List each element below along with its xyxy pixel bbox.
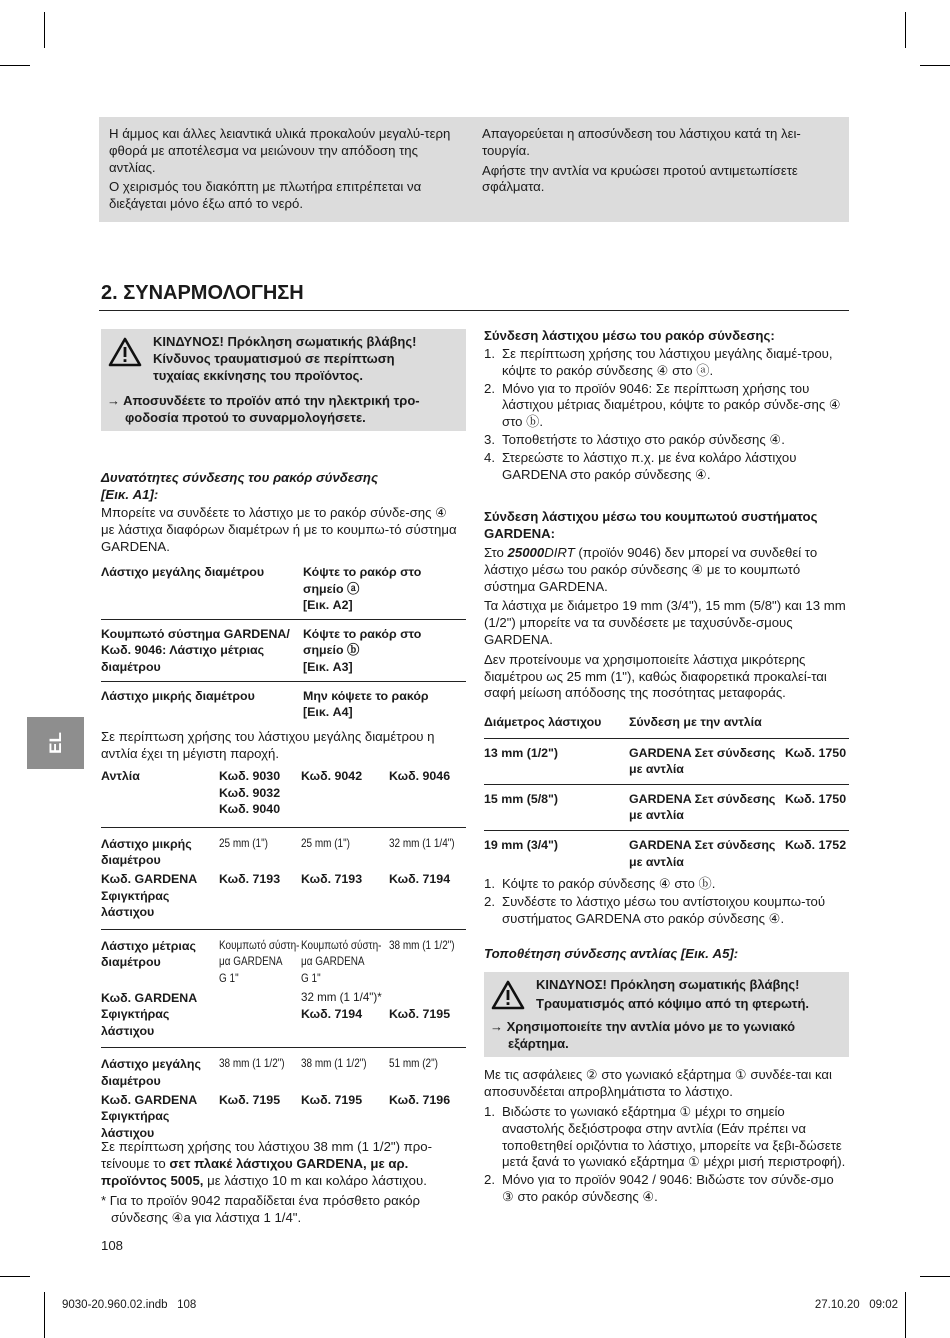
text-part: Στο [484, 545, 508, 560]
cell-line: Κωδ. 7193 [301, 871, 363, 886]
cell-line: διαμέτρου [101, 853, 161, 868]
table-header-cell [301, 768, 389, 818]
list-text: Μόνο για το προϊόν 9046: Σε περίπτωση χρήσης του λάστιχου μέτριας διαμέτρου, κόψτε το ρακόρ σύνδε-σης ④ στο ⓑ. [502, 380, 841, 430]
list-number: 1. [484, 876, 495, 891]
info-paragraph: Ο χειρισμός του διακόπτη με πλωτήρα επιτρέπεται να διεξάγεται μόνο έξω από το νερό. [109, 179, 422, 212]
table-cell [629, 791, 785, 824]
danger-line: → Αποσυνδέετε το προϊόν από την ηλεκτρική τρο- [107, 393, 420, 408]
cell-line: 38 mm (1 1/2") [389, 938, 455, 952]
cell-line: Κωδ. 9046 [389, 769, 451, 783]
footer-date: 27.10.20 09:02 [814, 1299, 898, 1311]
table-cell [389, 836, 466, 869]
list-number: 1. [484, 1104, 495, 1119]
angle-fitting-list [484, 1104, 846, 1207]
crop-mark [0, 1276, 30, 1277]
cell-line: Κωδ. 7193 [219, 871, 281, 886]
right-heading-2: Σύνδεση λάστιχου μέσω του κουμπωτού συστήματος GARDENA: [484, 509, 818, 541]
cell-line: Διάμετρος λάστιχου [484, 715, 602, 729]
table-cell [303, 626, 463, 676]
page-number: 108 [101, 1238, 124, 1253]
cell-line: Λάστιχο μικρής διαμέτρου [101, 688, 255, 703]
cell-line: Λάστιχο μεγάλης [101, 1057, 201, 1072]
table-cell [101, 836, 219, 869]
table-row [101, 687, 466, 726]
heading-line: [Εικ. A1]: [101, 486, 159, 502]
danger-action [107, 393, 462, 427]
table-header-cell [219, 768, 301, 818]
table-row [101, 938, 466, 988]
table-cell [629, 745, 785, 778]
pump-table [101, 768, 466, 1149]
top-info-left [109, 126, 465, 213]
list-text: Βιδώστε το γωνιακό εξάρτημα ① μέχρι το σημείο αναστολής δεξιόστροφα στην αντλία (Εάν πρέπει να τοποθετηθεί οριζόντια το λάστιχο, μπορείτε να ξεβι-δώσετε μετά ξανά το γωνιακό εξάρτημα ① μέχρι μισή περιστροφή). [502, 1104, 846, 1170]
table-cell [301, 938, 389, 988]
cell-line: Κωδ. 7196 [389, 1092, 451, 1107]
info-paragraph: Η άμμος και άλλες λειαντικά υλικά προκαλούν μεγαλύ-τερη φθορά με αποτέλεσμα να μειώνουν την απόδοση της αντλίας. [109, 126, 451, 175]
table-cell [303, 564, 463, 614]
list-item [484, 1172, 846, 1206]
cell-line: Μην κόψετε το ρακόρ [303, 688, 429, 703]
model-suffix: DIRT [544, 545, 575, 560]
cell-line: διαμέτρου [101, 955, 161, 970]
cell-line: Σφιγκτήρας [101, 888, 170, 903]
model-name: 25000 [507, 545, 545, 560]
table-cell [389, 1092, 466, 1142]
table-row [101, 871, 466, 921]
table-cell [389, 871, 466, 921]
cell-line: Κωδ. GARDENA [101, 871, 198, 886]
table-cell [219, 1092, 301, 1142]
cell-line: Σφιγκτήρας [101, 1109, 170, 1124]
table-cell [101, 1092, 219, 1142]
list-text: Μόνο για το προϊόν 9042 / 9046: Βιδώστε τον σύνδε-σμο ③ στο ρακόρ σύνδεσης ④. [502, 1172, 834, 1204]
cell-line: Κωδ. 7195 [389, 1007, 451, 1022]
recommend-product: σετ πλακέ λάστιχου GARDENA, με αρ. προϊόντος 5005, [101, 1155, 409, 1188]
table-header-cell [629, 714, 844, 731]
diameter-table [484, 714, 849, 876]
cell-line: GARDENA Σετ σύνδεσης [629, 837, 776, 852]
recommend-text [101, 1139, 466, 1189]
cell-line: G 1" [301, 971, 321, 985]
danger-line: εξάρτημα. [508, 1035, 569, 1051]
cell-line: 38 mm (1 1/2") [301, 1057, 367, 1071]
cell-line: με αντλία [629, 854, 684, 869]
table-cell [484, 837, 629, 870]
list-item [484, 346, 846, 380]
crop-mark [920, 1276, 950, 1277]
table-row [484, 837, 849, 876]
list-text: Στερεώστε το λάστιχο π.χ. με ένα κολάρο λάστιχου GARDENA στο ρακόρ σύνδεσης ④. [502, 449, 797, 482]
list-item [484, 450, 846, 484]
table-header-row [484, 714, 849, 739]
danger-line: Κίνδυνος τραυματισμού σε περίπτωση [153, 350, 395, 366]
danger-line: → Χρησιμοποιείτε την αντλία μόνο με το γωνιακό [490, 1019, 796, 1034]
cell-line: G 1" [219, 971, 239, 985]
table-cell [484, 745, 629, 778]
angle-fitting-text: Με τις ασφάλειες ② στο γωνιακό εξάρτημα ① συνδέε-ται και αποσυνδέεται απροβλημάτιστα το λάστιχο. [484, 1067, 832, 1099]
table-cell [219, 871, 301, 921]
table-cell [219, 1056, 301, 1089]
cell-line: [Εικ. A2] [303, 598, 353, 613]
cell-line: Σύνδεση με την αντλία [629, 715, 762, 729]
table-cell [389, 1056, 466, 1089]
table-cell [785, 837, 849, 870]
danger-line: Τραυματισμός από κόψιμο από τη φτερωτή. [536, 995, 810, 1011]
cell-line: Κωδ. 9040 [219, 802, 281, 817]
cell-line: διαμέτρου [101, 1073, 161, 1088]
cell-line: Κωδ. 9030 [219, 769, 281, 783]
cell-line: Κωδ. 9032 [219, 785, 281, 800]
cell-line: GARDENA Σετ σύνδεσης [629, 745, 776, 760]
cell-line: Κόψτε το ρακόρ στο [303, 565, 422, 579]
right-heading-3: Τοποθέτηση σύνδεσης αντλίας [Εικ. A5]: [484, 946, 739, 961]
table-header-cell [484, 714, 629, 731]
cut-table [101, 563, 466, 726]
cell-line: Κωδ. 7195 [301, 1092, 363, 1107]
table-cell [101, 1056, 219, 1089]
text-part: (προϊόν 9046) δεν μπορεί να συνδεθεί το λάστιχο μέσω του ρακόρ σύνδεσης ④ με το κουμπωτό σύστημα GARDENA. [484, 545, 818, 594]
cell-line: μα GARDENA [301, 955, 365, 969]
crop-mark [44, 12, 45, 48]
list-item [484, 381, 846, 431]
danger-line: φοδοσία προτού το συναρμολογήσετε. [125, 409, 366, 425]
cell-line: λάστιχου [101, 1125, 155, 1140]
click-system-text [484, 545, 846, 702]
table-cell [101, 626, 303, 676]
cell-line: Λάστιχο μεγάλης διαμέτρου [101, 565, 265, 579]
cell-line [219, 990, 301, 1007]
cell-line: Κωδ. 1752 [785, 837, 847, 852]
recommend-part: Σε περίπτωση χρήσης του λάστιχου 38 mm (1 1/2") προ-τείνουμε το [101, 1139, 432, 1171]
cell-line [389, 990, 466, 1007]
danger-text [153, 334, 463, 384]
table-cell [101, 938, 219, 988]
table-cell [101, 564, 303, 614]
crop-mark [905, 12, 906, 48]
cell-line: Λάστιχο μέτριας [101, 938, 196, 953]
table-row [101, 1056, 466, 1089]
cell-line: Κωδ. 7194 [301, 1007, 363, 1022]
cell-line: Κόψτε το ρακόρ στο [303, 626, 422, 641]
hose-connect-list [484, 346, 846, 484]
list-text: Τοποθετήστε το λάστιχο στο ρακόρ σύνδεσης ④. [502, 431, 785, 447]
options-text: Μπορείτε να συνδέετε το λάστιχο με το ρακόρ σύνδε-σης ④ με λάστιχα διαφόρων διαμέτρων ή με το κουμπω-τό σύστημα GARDENA. [101, 505, 457, 554]
list-text: Κόψτε το ρακόρ σύνδεσης ④ στο ⓑ. [502, 876, 716, 891]
cell-line: 38 mm (1 1/2") [219, 1057, 285, 1071]
crop-mark [0, 65, 30, 66]
table-row [101, 990, 466, 1040]
table-cell [389, 938, 466, 988]
table-group [101, 938, 466, 1049]
cell-line: Κωδ. 7194 [389, 871, 451, 886]
cell-line: μα GARDENA [219, 955, 283, 969]
cell-line: [Εικ. A3] [303, 659, 353, 674]
table-cell [101, 871, 219, 921]
list-number: 1. [484, 346, 495, 361]
list-item [484, 432, 846, 449]
warning-triangle-icon [491, 980, 525, 1010]
cell-line: σημείο ⓑ [303, 643, 360, 658]
table-header-cell [101, 768, 219, 818]
cell-line: Κωδ. 1750 [785, 791, 847, 806]
table-row [484, 745, 849, 785]
danger-line: τυχαίας εκκίνησης του προϊόντος. [153, 367, 364, 383]
table-cell [101, 688, 303, 721]
cell-line: Κωδ. 7195 [219, 1092, 281, 1107]
list-item [484, 1104, 846, 1171]
language-tab-label: EL [46, 732, 65, 754]
table-row [101, 563, 466, 620]
cell-line: Αντλία [101, 769, 140, 783]
max-flow-text: Σε περίπτωση χρήσης του λάστιχου μεγάλης διαμέτρου η αντλία έχει τη μέγιστη παροχή. [101, 729, 435, 761]
crop-mark [905, 1292, 906, 1338]
cell-line: λάστιχου [101, 905, 155, 920]
list-item [484, 876, 846, 893]
cell-line: 32 mm (1 1/4")* [301, 990, 382, 1004]
cell-line: 25 mm (1") [301, 836, 350, 850]
section-title: 2. ΣΥΝΑΡΜΟΛΟΓΗΣΗ [101, 282, 304, 304]
cell-line: 19 mm (3/4") [484, 837, 559, 852]
cell-line: [Εικ. A4] [303, 705, 353, 720]
cell-line: 25 mm (1") [219, 836, 268, 850]
right-heading-1: Σύνδεση λάστιχου μέσω του ρακόρ σύνδεσης: [484, 328, 775, 343]
cell-line: με αντλία [629, 808, 684, 823]
cell-line: Κουμπωτό σύστη- [219, 938, 300, 952]
cell-line: σημείο ⓐ [303, 581, 360, 596]
cell-line: 51 mm (2") [389, 1057, 438, 1071]
paragraph [484, 545, 846, 595]
cell-line: Κουμπωτό σύστημα GARDENA/ [101, 626, 290, 641]
cell-line: Κωδ. 1750 [785, 745, 847, 760]
options-heading [101, 470, 466, 504]
cell-line: λάστιχου [101, 1023, 155, 1038]
table-header-cell [389, 768, 466, 818]
list-number: 4. [484, 449, 495, 465]
list-number: 2. [484, 380, 495, 396]
crop-mark [920, 65, 950, 66]
danger-action-2 [490, 1019, 845, 1053]
table-cell [301, 836, 389, 869]
paragraph: Δεν προτείνουμε να χρησιμοποιείτε λάστιχα μικρότερης διαμέτρου ως 25 mm (1"), καθώς διαφορετικά προκαλεί-ται σαφή μείωση απόδοσης της ποσότητας μεταφοράς. [484, 651, 827, 701]
danger-title: ΚΙΝΔΥΝΟΣ! Πρόκληση σωματικής βλάβης! [153, 334, 417, 349]
cell-line: Κωδ. GARDENA [101, 990, 198, 1005]
paragraph: Τα λάστιχα με διάμετρο 19 mm (3/4"), 15 mm (5/8") και 13 mm (1/2") μπορείτε να τα συνδέσετε με ταχυσύνδε-σμους GARDENA. [484, 598, 846, 647]
heading-line: Δυνατότητες σύνδεσης του ρακόρ σύνδεσης [101, 470, 378, 485]
list-item [484, 894, 846, 928]
table-row [101, 625, 466, 682]
table-cell [301, 1092, 389, 1142]
crop-mark [44, 1292, 45, 1338]
table-cell [301, 990, 389, 1040]
table-cell [301, 1056, 389, 1089]
table-header-row [101, 768, 466, 828]
table-group [101, 836, 466, 930]
list-text: Συνδέστε το λάστιχο μέσω του αντίστοιχου κουμπω-τού συστήματος GARDENA στο ρακόρ σύνδεσης ④. [502, 893, 826, 926]
section-rule [99, 310, 849, 311]
info-paragraph: Απαγορεύεται η αποσύνδεση του λάστιχου κατά τη λει-τουργία. [482, 126, 801, 158]
cell-line: Κωδ. 9042 [301, 769, 363, 783]
table-cell [219, 836, 301, 869]
top-info-right [482, 126, 842, 196]
cell-line: με αντλία [629, 762, 684, 777]
table-cell [484, 791, 629, 824]
table-row [484, 791, 849, 831]
table-cell [303, 688, 463, 721]
cell-line: Κωδ. GARDENA [101, 1092, 198, 1107]
table-cell [101, 990, 219, 1040]
cell-line: Κωδ. 9046: Λάστιχο μέτριας [101, 643, 265, 658]
table-cell [389, 990, 466, 1040]
cell-line: διαμέτρου [101, 659, 161, 674]
list-text: Σε περίπτωση χρήσης του λάστιχου μεγάλης διαμέ-τρου, κόψτε το ρακόρ σύνδεσης ④ στο ⓐ. [502, 346, 833, 378]
table-cell [219, 990, 301, 1040]
table-cell [301, 871, 389, 921]
info-paragraph: Αφήστε την αντλία να κρυώσει προτού αντιμετωπίσετε σφάλματα. [482, 162, 798, 195]
cell-line: 15 mm (5/8") [484, 791, 559, 806]
list-number: 3. [484, 431, 495, 447]
cell-line: Σφιγκτήρας [101, 1007, 170, 1022]
cell-line: GARDENA Σετ σύνδεσης [629, 791, 776, 806]
table-row [101, 836, 466, 869]
cell-line: 32 mm (1 1/4") [389, 836, 455, 850]
cell-line: 13 mm (1/2") [484, 745, 559, 760]
footer-file: 9030-20.960.02.indb 108 [62, 1299, 197, 1311]
list-number: 2. [484, 1172, 495, 1188]
danger-text-2 [536, 977, 846, 1013]
table-cell [785, 745, 849, 778]
table-cell [629, 837, 785, 870]
recommend-part: με λάστιχο 10 m και κολάρο λάστιχου. [203, 1172, 427, 1188]
table-group [101, 1056, 466, 1149]
cell-line: Κουμπωτό σύστη- [301, 938, 382, 952]
list-number: 2. [484, 893, 495, 909]
table-row [101, 1092, 466, 1142]
click-steps-list [484, 876, 846, 928]
table-cell [219, 938, 301, 988]
danger-title: ΚΙΝΔΥΝΟΣ! Πρόκληση σωματικής βλάβης! [536, 977, 800, 992]
footnote: * Για το προϊόν 9042 παραδίδεται ένα πρόσθετο ρακόρ σύνδεσης ④a για λάστιχα 1 1/4". [101, 1193, 421, 1225]
warning-triangle-icon [108, 337, 142, 367]
table-cell [785, 791, 849, 824]
cell-line: Λάστιχο μικρής [101, 836, 192, 851]
